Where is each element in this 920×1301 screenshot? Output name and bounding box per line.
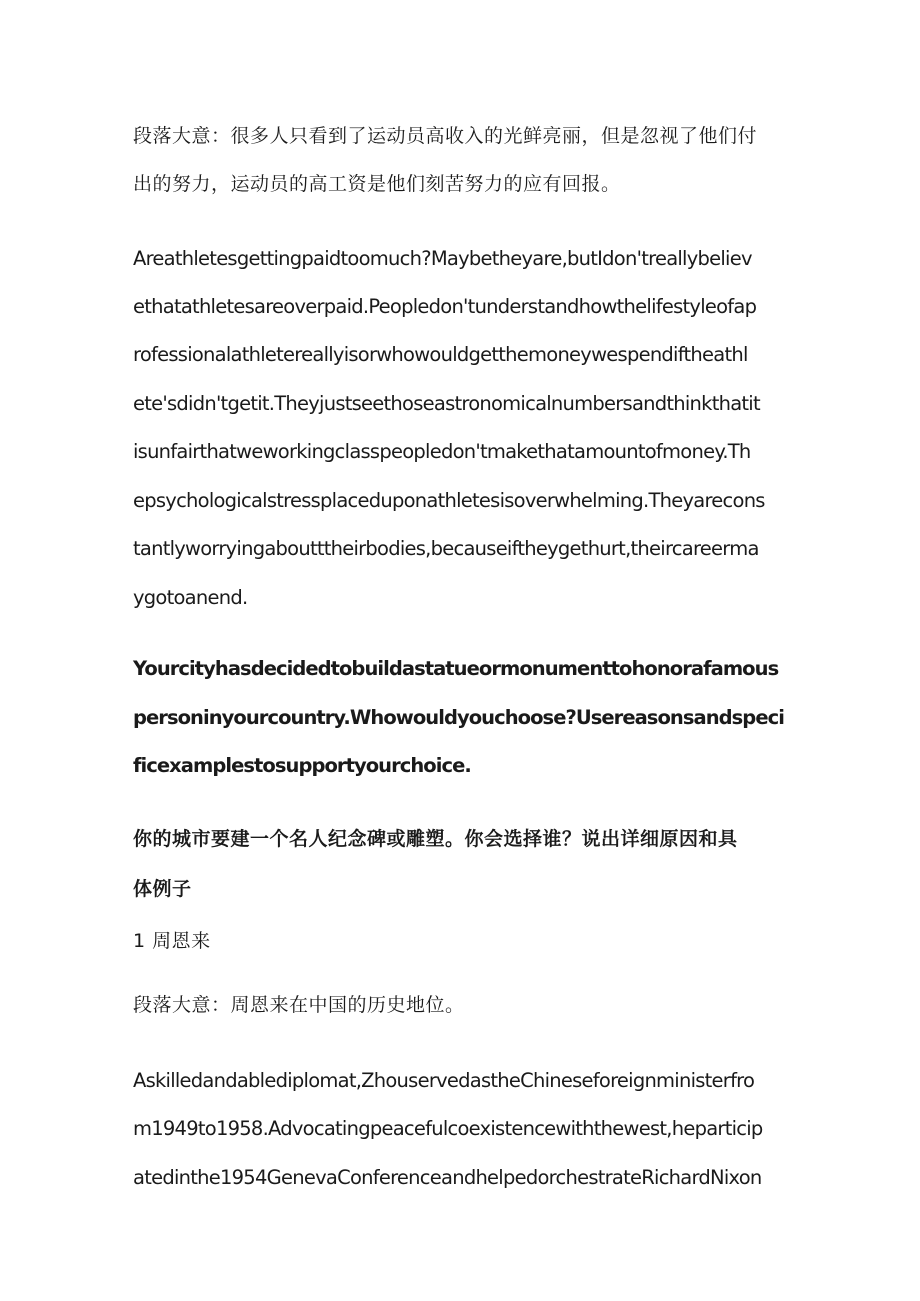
item1-summary: 段落大意：周恩来在中国的历史地位。 xyxy=(133,994,465,1016)
para1-english-line-6: epsychologicalstressplaceduponathletesisoverwhelming.Theyarecons xyxy=(133,489,765,512)
para1-english-line-8: ygotoanend. xyxy=(133,586,248,609)
prompt-english-line-3: ficexamplestosupportyourchoice. xyxy=(133,754,471,777)
item1-english-line-3: atedinthe1954GenevaConferenceandhelpedorchestrateRichardNixon xyxy=(133,1166,762,1189)
para1-english-line-4: ete'sdidn'tgetit.Theyjustseethoseastronomicalnumbersandthinkthatit xyxy=(133,392,760,415)
prompt-english-line-2: personinyourcountry.Whowouldyouchoose?Usereasonsandspeci xyxy=(133,706,784,729)
para1-english-line-7: tantlyworryingaboutttheirbodies,becauseiftheygethurt,theircareerma xyxy=(133,537,759,560)
para1-english-line-3: rofessionalathletereallyisorwhowouldgetthemoneywespendiftheathl xyxy=(133,343,748,366)
prompt-chinese-line-2: 体例子 xyxy=(133,878,192,900)
para1-english-line-2: ethatathletesareoverpaid.Peopledon'tunderstandhowthelifestyleofap xyxy=(133,295,757,318)
item1-heading: 1 周恩来 xyxy=(133,930,211,952)
item1-english-line-1: Askilledandablediplomat,ZhouservedastheChineseforeignministerfro xyxy=(133,1069,755,1092)
para1-english-line-1: Areathletesgettingpaidtoomuch?Maybetheyare,butIdon'treallybeliev xyxy=(133,247,752,270)
item1-english-line-2: m1949to1958.Advocatingpeacefulcoexistencewiththewest,heparticip xyxy=(133,1117,763,1140)
para1-summary-line-2: 出的努力，运动员的高工资是他们刻苦努力的应有回报。 xyxy=(133,173,621,195)
para1-summary-line-1: 段落大意：很多人只看到了运动员高收入的光鲜亮丽，但是忽视了他们付 xyxy=(133,125,758,147)
para1-english-line-5: isunfairthatweworkingclasspeopledon'tmakethatamountofmoney.Th xyxy=(133,440,751,463)
prompt-english-line-1: Yourcityhasdecidedtobuildastatueormonumenttohonorafamous xyxy=(133,657,779,680)
prompt-chinese-line-1: 你的城市要建一个名人纪念碑或雕塑。你会选择谁？说出详细原因和具 xyxy=(133,828,738,850)
